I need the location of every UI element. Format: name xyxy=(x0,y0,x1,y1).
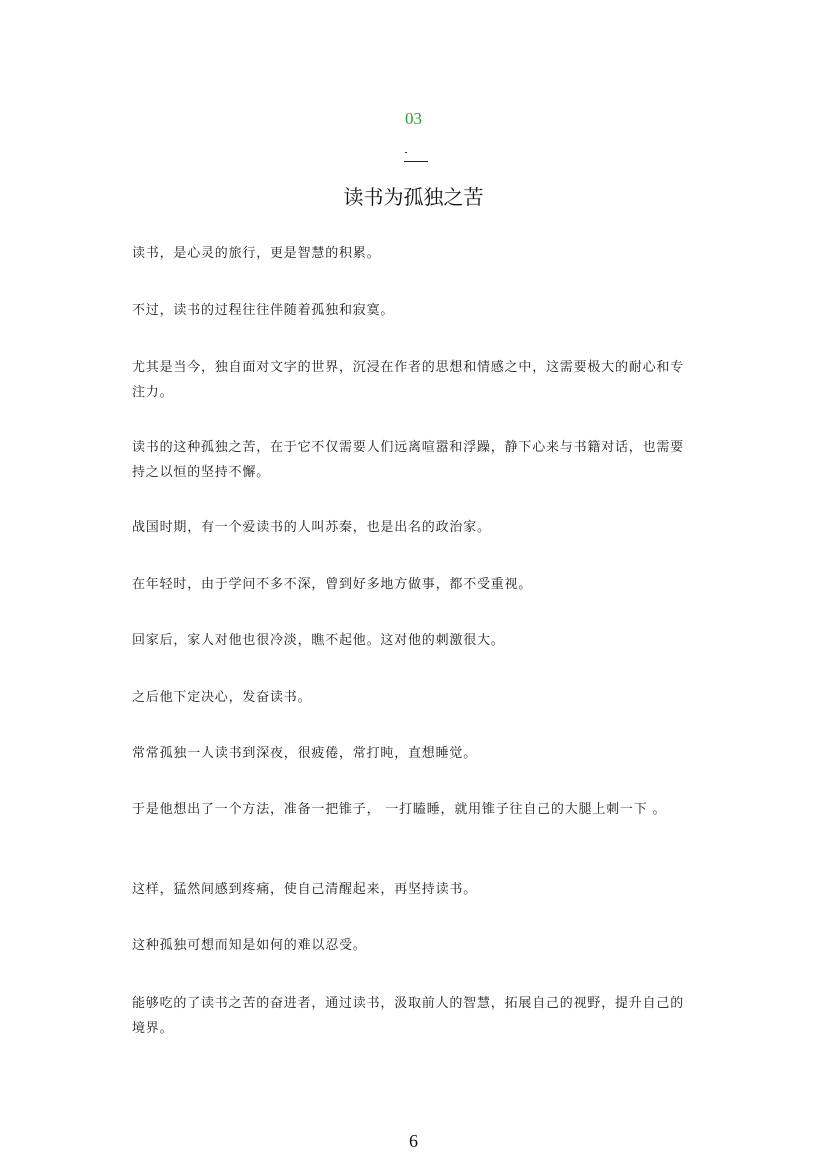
paragraph: 常常孤独一人读书到深夜，很疲倦，常打盹，直想睡觉。 xyxy=(132,746,478,761)
paragraph: 于是他想出了一个方法，准备一把锥子， 一打瞌睡，就用锥子往自己的大腿上刺一下 。 xyxy=(132,802,667,817)
paragraph: 在年轻时，由于学问不多不深，曾到好多地方做事，都不受重视。 xyxy=(132,577,533,592)
section-divider xyxy=(404,152,428,162)
paragraph: 能够吃的了读书之苦的奋进者，通过读书，汲取前人的智慧，拓展自己的视野，提升自己的境界。 xyxy=(132,996,685,1036)
divider-line xyxy=(404,161,428,162)
paragraph: 之后他下定决心，发奋读书。 xyxy=(132,690,312,705)
paragraph: 回家后，家人对他也很冷淡，瞧不起他。这对他的刺激很大。 xyxy=(132,633,505,648)
page-number: 6 xyxy=(409,1131,418,1151)
paragraph: 读书的这种孤独之苦，在于它不仅需要人们远离喧嚣和浮躁，静下心来与书籍对话，也需要持之以恒的坚持不懈。 xyxy=(132,440,685,480)
paragraph: 这样，猛然间感到疼痛，使自己清醒起来，再坚持读书。 xyxy=(132,882,478,897)
page-title: 读书为孤独之苦 xyxy=(343,185,484,209)
divider-tick xyxy=(405,152,407,153)
paragraph: 战国时期，有一个爱读书的人叫苏秦，也是出名的政治家。 xyxy=(132,520,491,535)
paragraph: 读书，是心灵的旅行，更是智慧的积累。 xyxy=(132,246,381,261)
paragraph: 这种孤独可想而知是如何的难以忍受。 xyxy=(132,938,367,953)
section-number: 03 xyxy=(405,109,422,128)
paragraph: 不过，读书的过程往往伴随着孤独和寂寞。 xyxy=(132,303,395,318)
paragraph: 尤其是当今，独自面对文字的世界，沉浸在作者的思想和情感之中，这需要极大的耐心和专注力。 xyxy=(132,360,685,400)
